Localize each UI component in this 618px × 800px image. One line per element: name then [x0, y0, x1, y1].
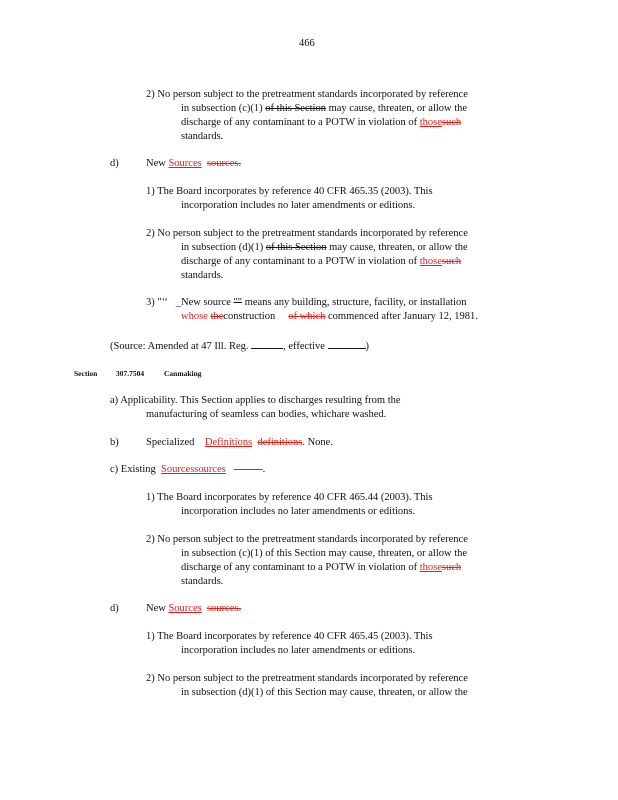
text: may cause, threaten, or allow the: [328, 103, 468, 114]
text: .: [262, 464, 266, 475]
source-note: [110, 338, 369, 354]
text: (Source: Amended at 47 Ill. Reg.: [110, 341, 249, 352]
text: .: [238, 603, 242, 614]
line: 2) No person subject to the pretreatment standards incorporated by reference: [146, 534, 468, 545]
struck-text: of this Section: [265, 103, 326, 114]
blank-field: [328, 338, 366, 349]
deleted-text: such: [441, 562, 462, 573]
line: [181, 561, 461, 575]
inserted-text: Sources: [168, 158, 202, 169]
deleted-text: sources: [206, 603, 239, 614]
deleted-text: such: [441, 117, 462, 128]
section-number: 307.7504: [116, 369, 145, 378]
page-number: 466: [299, 38, 315, 49]
inserted-text: Definitions: [204, 437, 253, 448]
text: , effective: [283, 341, 325, 352]
text: Specialized: [146, 437, 195, 448]
text: in subsection (d)(1): [181, 242, 264, 253]
line: standards.: [181, 576, 224, 587]
subsection-label: d): [110, 603, 119, 614]
line: [181, 102, 467, 116]
text: .: [238, 158, 242, 169]
struck-text: of this Section: [265, 242, 327, 253]
subsection-heading: [146, 157, 241, 171]
section-title: Canmaking: [164, 369, 202, 378]
struck-text: "": [233, 297, 243, 308]
line: [181, 310, 478, 324]
line: standards.: [181, 270, 224, 281]
subsection-heading: [110, 463, 265, 477]
text: means any building, structure, facility, or installation: [244, 297, 467, 308]
deleted-text: of which: [288, 311, 326, 322]
text: may cause, threaten, or allow the: [329, 242, 468, 253]
line: in subsection (d)(1) of this Section may cause, threaten, or allow the: [181, 687, 468, 698]
line: incorporation includes no later amendments or editions.: [181, 506, 416, 517]
deleted-text: such: [441, 256, 462, 267]
text: c) Existing: [110, 464, 156, 475]
inserted-text: whose: [181, 311, 208, 322]
subsection-heading: [146, 602, 241, 616]
text: _New source: [175, 297, 231, 308]
subsection-label: d): [110, 158, 119, 169]
text: . None.: [302, 437, 333, 448]
text: in subsection (c)(1): [181, 103, 263, 114]
deleted-text: the: [210, 311, 224, 322]
inserted-text: those: [419, 562, 442, 573]
line: a) Applicability. This Section applies to discharges resulting from the: [110, 395, 401, 406]
text: discharge of any contaminant to a POTW in violation of: [181, 117, 418, 128]
text: discharge of any contaminant to a POTW in violation of: [181, 562, 418, 573]
line: [146, 296, 467, 310]
subsection-heading: [146, 436, 333, 450]
line: 1) The Board incorporates by reference 40 CFR 465.44 (2003). This: [146, 492, 433, 503]
line: [181, 116, 461, 130]
inserted-text: Sourcessources: [161, 464, 226, 475]
inserted-text: those: [419, 256, 442, 267]
inserted-text: Sources: [168, 603, 202, 614]
text: New: [146, 603, 166, 614]
text: construction: [223, 311, 276, 322]
line: 1) The Board incorporates by reference 40 CFR 465.45 (2003). This: [146, 631, 433, 642]
text: ): [365, 341, 370, 352]
deleted-text: definitions: [257, 437, 303, 448]
line: manufacturing of seamless can bodies, whichare washed.: [146, 409, 387, 420]
section-label: Section: [74, 369, 98, 378]
text: New: [146, 158, 166, 169]
inserted-text: those: [419, 117, 442, 128]
line: 1) The Board incorporates by reference 40 CFR 465.35 (2003). This: [146, 186, 433, 197]
deleted-text: sources: [206, 158, 239, 169]
line: 2) No person subject to the pretreatment standards incorporated by reference: [146, 673, 468, 684]
text: 3) "‘‘: [146, 297, 168, 308]
line: [181, 255, 461, 269]
subsection-label: b): [110, 437, 119, 448]
text: discharge of any contaminant to a POTW in violation of: [181, 256, 418, 267]
line: incorporation includes no later amendments or editions.: [181, 200, 416, 211]
line: 2) No person subject to the pretreatment standards incorporated by reference: [146, 89, 468, 100]
line: incorporation includes no later amendments or editions.: [181, 645, 416, 656]
text: commenced after January 12, 1981.: [328, 311, 478, 322]
line: in subsection (c)(1) of this Section may cause, threaten, or allow the: [181, 548, 468, 559]
line: [181, 241, 468, 255]
blank-field: [251, 338, 283, 349]
line: 2) No person subject to the pretreatment standards incorporated by reference: [146, 228, 468, 239]
line: standards.: [181, 131, 224, 142]
